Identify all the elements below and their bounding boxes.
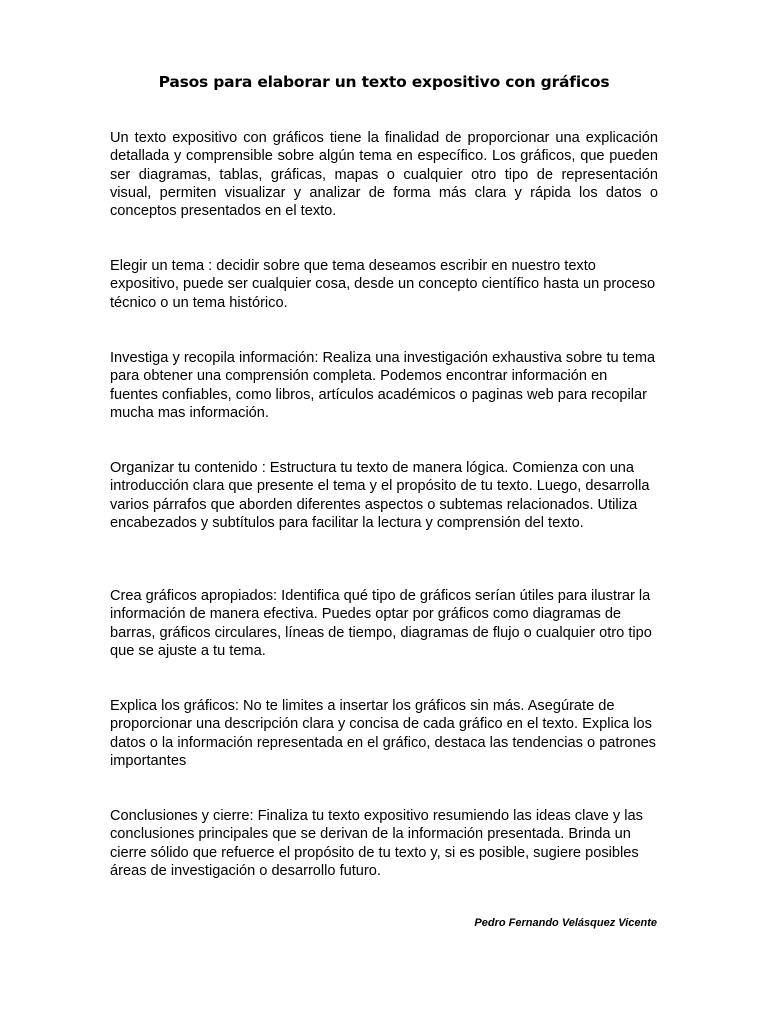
step-paragraph-create-graphics: Crea gráficos apropiados: Identifica qué tipo de gráficos serían útiles para ilustrar la información de manera efectiva. Puedes optar por gráficos como diagramas de barras, gráficos circulares, líneas de tiempo, diagramas de flujo o cualquier otro tipo que se ajuste a tu tema. <box>110 588 652 659</box>
author-signature: Pedro Fernando Velásquez Vicente <box>474 917 657 929</box>
step-paragraph-organize: Organizar tu contenido : Estructura tu texto de manera lógica. Comienza con una introducción clara que presente el tema y el propósito de tu texto. Luego, desarrolla varios párrafos que aborden diferentes aspectos o subtemas relacionados. Utiliza encabezados y subtítulos para facilitar la lectura y comprensión del texto. <box>110 460 650 531</box>
step-paragraph-choose-topic: Elegir un tema : decidir sobre que tema deseamos escribir en nuestro texto expositivo, puede ser cualquier cosa, desde un concepto científico hasta un proceso técnico o un tema histórico. <box>110 258 656 311</box>
step-paragraph-conclusions: Conclusiones y cierre: Finaliza tu texto expositivo resumiendo las ideas clave y las conclusiones principales que se derivan de la información presentada. Brinda un cierre sólido que refuerce el propósito de tu texto y, si es posible, sugiere posibles áreas de investigación o desarrollo futuro. <box>110 808 643 879</box>
step-paragraph-research: Investiga y recopila información: Realiza una investigación exhaustiva sobre tu tema para obtener una comprensión completa. Podemos encontrar información en fuentes confiables, como libros, artículos académicos o paginas web para recopilar mucha mas información. <box>110 350 656 421</box>
step-paragraph-explain-graphics: Explica los gráficos: No te limites a insertar los gráficos sin más. Asegúrate de proporcionar una descripción clara y concisa de cada gráfico en el texto. Explica los datos o la información representada en el gráfico, destaca las tendencias o patrones importantes <box>110 698 656 769</box>
document-title: Pasos para elaborar un texto expositivo con gráficos <box>158 73 610 91</box>
intro-paragraph: Un texto expositivo con gráficos tiene la finalidad de proporcionar una explicación detallada y comprensible sobre algún tema en específico. Los gráficos, que pueden ser diagramas, tablas, gráficas, mapas o cualquier otro tipo de representación visual, permiten visualizar y analizar de forma más clara y rápida los datos o conceptos presentados en el texto. <box>110 130 658 220</box>
